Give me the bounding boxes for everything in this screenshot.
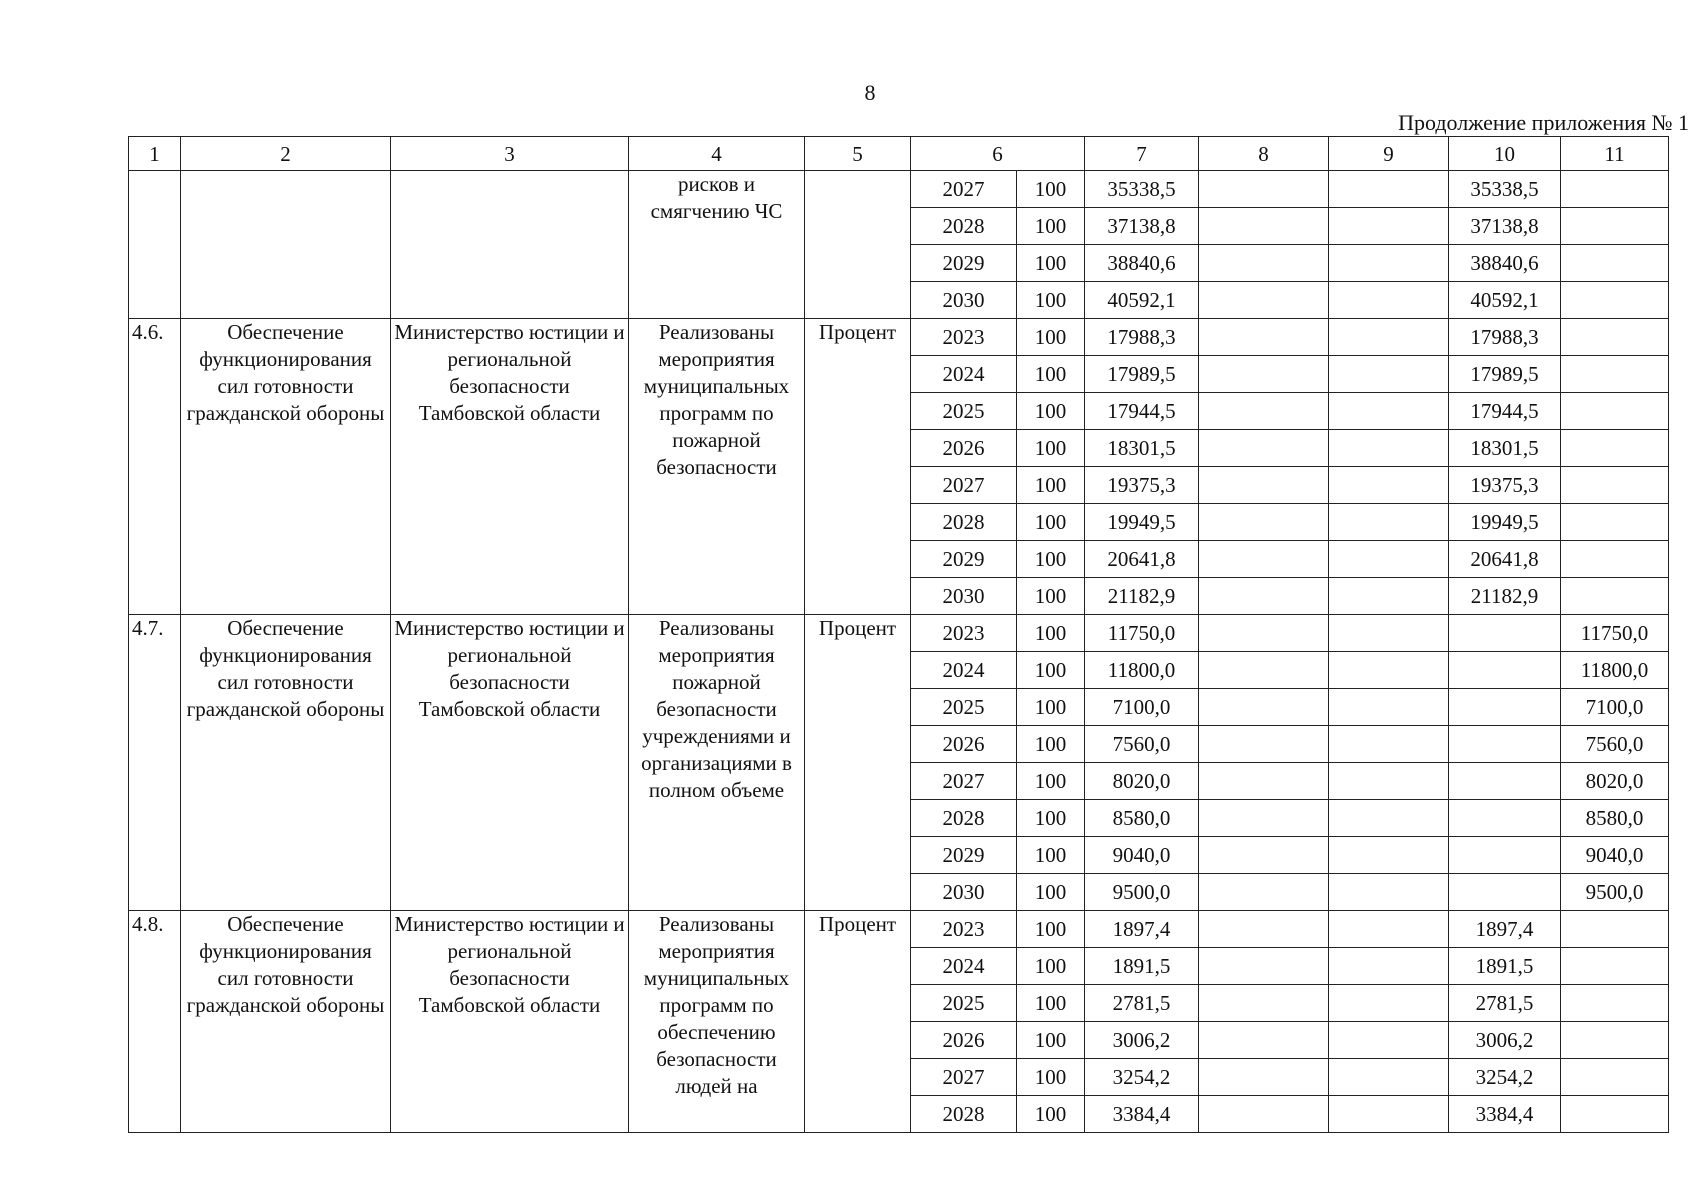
col10-cell [1449,800,1561,837]
year-cell: 2023 [911,911,1017,948]
year-cell: 2029 [911,245,1017,282]
total-cell: 3384,4 [1085,1096,1199,1133]
col9-cell [1329,208,1449,245]
col9-cell [1329,430,1449,467]
col8-cell [1199,578,1329,615]
col9-cell [1329,504,1449,541]
col9-cell [1329,541,1449,578]
total-cell: 3006,2 [1085,1022,1199,1059]
col10-cell: 19375,3 [1449,467,1561,504]
col8-cell [1199,1059,1329,1096]
table-row [129,319,1669,356]
year-cell: 2028 [911,1096,1017,1133]
percent-cell: 100 [1017,726,1085,763]
percent-cell: 100 [1017,1022,1085,1059]
item-number-cell: 4.6. [129,319,181,615]
total-cell: 7560,0 [1085,726,1199,763]
table-row [129,171,1669,208]
unit-cell: Процент [805,319,911,615]
col8-cell [1199,911,1329,948]
col10-cell: 38840,6 [1449,245,1561,282]
year-cell: 2026 [911,1022,1017,1059]
year-cell: 2027 [911,467,1017,504]
header-cell: 9 [1329,137,1449,171]
percent-cell: 100 [1017,948,1085,985]
col10-cell [1449,652,1561,689]
header-cell: 2 [181,137,391,171]
col8-cell [1199,1022,1329,1059]
col8-cell [1199,541,1329,578]
col9-cell [1329,171,1449,208]
total-cell: 9500,0 [1085,874,1199,911]
year-cell: 2027 [911,171,1017,208]
col11-cell [1561,282,1669,319]
total-cell: 38840,6 [1085,245,1199,282]
program-table [128,136,1669,1133]
col10-cell: 35338,5 [1449,171,1561,208]
header-cell: 1 [129,137,181,171]
year-cell: 2023 [911,615,1017,652]
col8-cell [1199,652,1329,689]
table-row [129,911,1669,948]
item-name-cell: Обеспечение функционирования сил готовности гражданской обороны [181,911,391,1133]
col8-cell [1199,504,1329,541]
header-cell: 3 [391,137,629,171]
year-cell: 2029 [911,837,1017,874]
col8-cell [1199,837,1329,874]
col11-cell [1561,171,1669,208]
total-cell: 37138,8 [1085,208,1199,245]
col9-cell [1329,245,1449,282]
col8-cell [1199,467,1329,504]
total-cell: 8580,0 [1085,800,1199,837]
col9-cell [1329,763,1449,800]
year-cell: 2025 [911,985,1017,1022]
col10-cell: 20641,8 [1449,541,1561,578]
unit-cell: Процент [805,615,911,911]
col10-cell: 17989,5 [1449,356,1561,393]
total-cell: 7100,0 [1085,689,1199,726]
header-cell: 10 [1449,137,1561,171]
col8-cell [1199,282,1329,319]
col11-cell: 8580,0 [1561,800,1669,837]
col11-cell [1561,245,1669,282]
unit-cell [805,171,911,319]
result-cell: рисков и смягчению ЧС [629,171,805,319]
col9-cell [1329,1096,1449,1133]
col11-cell [1561,985,1669,1022]
col10-cell: 19949,5 [1449,504,1561,541]
col10-cell: 3384,4 [1449,1096,1561,1133]
percent-cell: 100 [1017,356,1085,393]
col9-cell [1329,356,1449,393]
percent-cell: 100 [1017,800,1085,837]
col8-cell [1199,874,1329,911]
col11-cell [1561,541,1669,578]
col11-cell [1561,393,1669,430]
year-cell: 2025 [911,393,1017,430]
col11-cell: 7560,0 [1561,726,1669,763]
col8-cell [1199,726,1329,763]
col9-cell [1329,800,1449,837]
col10-cell [1449,689,1561,726]
col9-cell [1329,689,1449,726]
total-cell: 18301,5 [1085,430,1199,467]
col10-cell: 21182,9 [1449,578,1561,615]
total-cell: 21182,9 [1085,578,1199,615]
total-cell: 11750,0 [1085,615,1199,652]
percent-cell: 100 [1017,911,1085,948]
col8-cell [1199,1096,1329,1133]
col9-cell [1329,985,1449,1022]
percent-cell: 100 [1017,689,1085,726]
col10-cell [1449,726,1561,763]
total-cell: 35338,5 [1085,171,1199,208]
year-cell: 2024 [911,948,1017,985]
table-row [129,615,1669,652]
year-cell: 2026 [911,430,1017,467]
header-cell: 8 [1199,137,1329,171]
total-cell: 19375,3 [1085,467,1199,504]
page-number: 8 [864,80,876,105]
header-row [129,137,1669,171]
col9-cell [1329,393,1449,430]
total-cell: 8020,0 [1085,763,1199,800]
col8-cell [1199,800,1329,837]
item-number-cell: 4.7. [129,615,181,911]
col11-cell [1561,208,1669,245]
col10-cell: 17988,3 [1449,319,1561,356]
col11-cell [1561,911,1669,948]
col10-cell: 18301,5 [1449,430,1561,467]
col10-cell: 1891,5 [1449,948,1561,985]
percent-cell: 100 [1017,245,1085,282]
col10-cell: 40592,1 [1449,282,1561,319]
col8-cell [1199,763,1329,800]
col8-cell [1199,430,1329,467]
item-number-cell [129,171,181,319]
header-cell: 11 [1561,137,1669,171]
col11-cell: 11750,0 [1561,615,1669,652]
header-cell: 5 [805,137,911,171]
total-cell: 17989,5 [1085,356,1199,393]
col10-cell: 17944,5 [1449,393,1561,430]
total-cell: 19949,5 [1085,504,1199,541]
col11-cell [1561,319,1669,356]
col9-cell [1329,652,1449,689]
total-cell: 1897,4 [1085,911,1199,948]
table-body [129,171,1669,1133]
col9-cell [1329,615,1449,652]
col11-cell [1561,1096,1669,1133]
total-cell: 40592,1 [1085,282,1199,319]
total-cell: 2781,5 [1085,985,1199,1022]
percent-cell: 100 [1017,763,1085,800]
col10-cell [1449,763,1561,800]
col9-cell [1329,1022,1449,1059]
col9-cell [1329,837,1449,874]
year-cell: 2028 [911,800,1017,837]
percent-cell: 100 [1017,837,1085,874]
total-cell: 1891,5 [1085,948,1199,985]
percent-cell: 100 [1017,578,1085,615]
total-cell: 11800,0 [1085,652,1199,689]
year-cell: 2030 [911,282,1017,319]
unit-cell: Процент [805,911,911,1133]
year-cell: 2024 [911,356,1017,393]
year-cell: 2026 [911,726,1017,763]
col11-cell: 8020,0 [1561,763,1669,800]
total-cell: 17944,5 [1085,393,1199,430]
col9-cell [1329,911,1449,948]
col11-cell [1561,504,1669,541]
percent-cell: 100 [1017,319,1085,356]
percent-cell: 100 [1017,430,1085,467]
year-cell: 2028 [911,208,1017,245]
executor-cell [391,171,629,319]
total-cell: 3254,2 [1085,1059,1199,1096]
col11-cell: 9040,0 [1561,837,1669,874]
continuation-label: Продолжение приложения № 1 [1398,110,1689,135]
col8-cell [1199,948,1329,985]
executor-cell: Министерство юстиции и региональной безопасности Тамбовской области [391,911,629,1133]
col9-cell [1329,874,1449,911]
col9-cell [1329,319,1449,356]
col10-cell [1449,615,1561,652]
percent-cell: 100 [1017,1096,1085,1133]
col11-cell: 7100,0 [1561,689,1669,726]
percent-cell: 100 [1017,208,1085,245]
col8-cell [1199,171,1329,208]
percent-cell: 100 [1017,874,1085,911]
col11-cell [1561,578,1669,615]
col8-cell [1199,245,1329,282]
col11-cell [1561,1022,1669,1059]
year-cell: 2030 [911,578,1017,615]
item-name-cell [181,171,391,319]
year-cell: 2024 [911,652,1017,689]
col10-cell: 3254,2 [1449,1059,1561,1096]
col10-cell [1449,874,1561,911]
col9-cell [1329,467,1449,504]
col11-cell: 11800,0 [1561,652,1669,689]
header-cell: 4 [629,137,805,171]
percent-cell: 100 [1017,541,1085,578]
year-cell: 2027 [911,1059,1017,1096]
col11-cell [1561,356,1669,393]
col10-cell: 2781,5 [1449,985,1561,1022]
col11-cell: 9500,0 [1561,874,1669,911]
year-cell: 2027 [911,763,1017,800]
total-cell: 17988,3 [1085,319,1199,356]
col8-cell [1199,319,1329,356]
col8-cell [1199,393,1329,430]
result-cell: Реализованы мероприятия пожарной безопасности учреждениями и организациями в полном объеме [629,615,805,911]
col8-cell [1199,615,1329,652]
item-number-cell: 4.8. [129,911,181,1133]
percent-cell: 100 [1017,652,1085,689]
total-cell: 20641,8 [1085,541,1199,578]
executor-cell: Министерство юстиции и региональной безопасности Тамбовской области [391,319,629,615]
col8-cell [1199,356,1329,393]
percent-cell: 100 [1017,467,1085,504]
col9-cell [1329,948,1449,985]
col10-cell [1449,837,1561,874]
header-cell: 7 [1085,137,1199,171]
total-cell: 9040,0 [1085,837,1199,874]
col8-cell [1199,985,1329,1022]
item-name-cell: Обеспечение функционирования сил готовности гражданской обороны [181,615,391,911]
col11-cell [1561,467,1669,504]
col9-cell [1329,1059,1449,1096]
col8-cell [1199,689,1329,726]
year-cell: 2023 [911,319,1017,356]
percent-cell: 100 [1017,1059,1085,1096]
col11-cell [1561,430,1669,467]
percent-cell: 100 [1017,504,1085,541]
item-name-cell: Обеспечение функционирования сил готовности гражданской обороны [181,319,391,615]
col10-cell: 3006,2 [1449,1022,1561,1059]
col10-cell: 1897,4 [1449,911,1561,948]
percent-cell: 100 [1017,171,1085,208]
percent-cell: 100 [1017,985,1085,1022]
col8-cell [1199,208,1329,245]
col11-cell [1561,1059,1669,1096]
year-cell: 2025 [911,689,1017,726]
result-cell: Реализованы мероприятия муниципальных программ по пожарной безопасности [629,319,805,615]
col9-cell [1329,282,1449,319]
header-cell: 6 [911,137,1085,171]
col9-cell [1329,578,1449,615]
percent-cell: 100 [1017,282,1085,319]
result-cell: Реализованы мероприятия муниципальных программ по обеспечению безопасности людей на [629,911,805,1133]
col11-cell [1561,948,1669,985]
col9-cell [1329,726,1449,763]
percent-cell: 100 [1017,393,1085,430]
year-cell: 2028 [911,504,1017,541]
col10-cell: 37138,8 [1449,208,1561,245]
percent-cell: 100 [1017,615,1085,652]
year-cell: 2030 [911,874,1017,911]
year-cell: 2029 [911,541,1017,578]
executor-cell: Министерство юстиции и региональной безопасности Тамбовской области [391,615,629,911]
